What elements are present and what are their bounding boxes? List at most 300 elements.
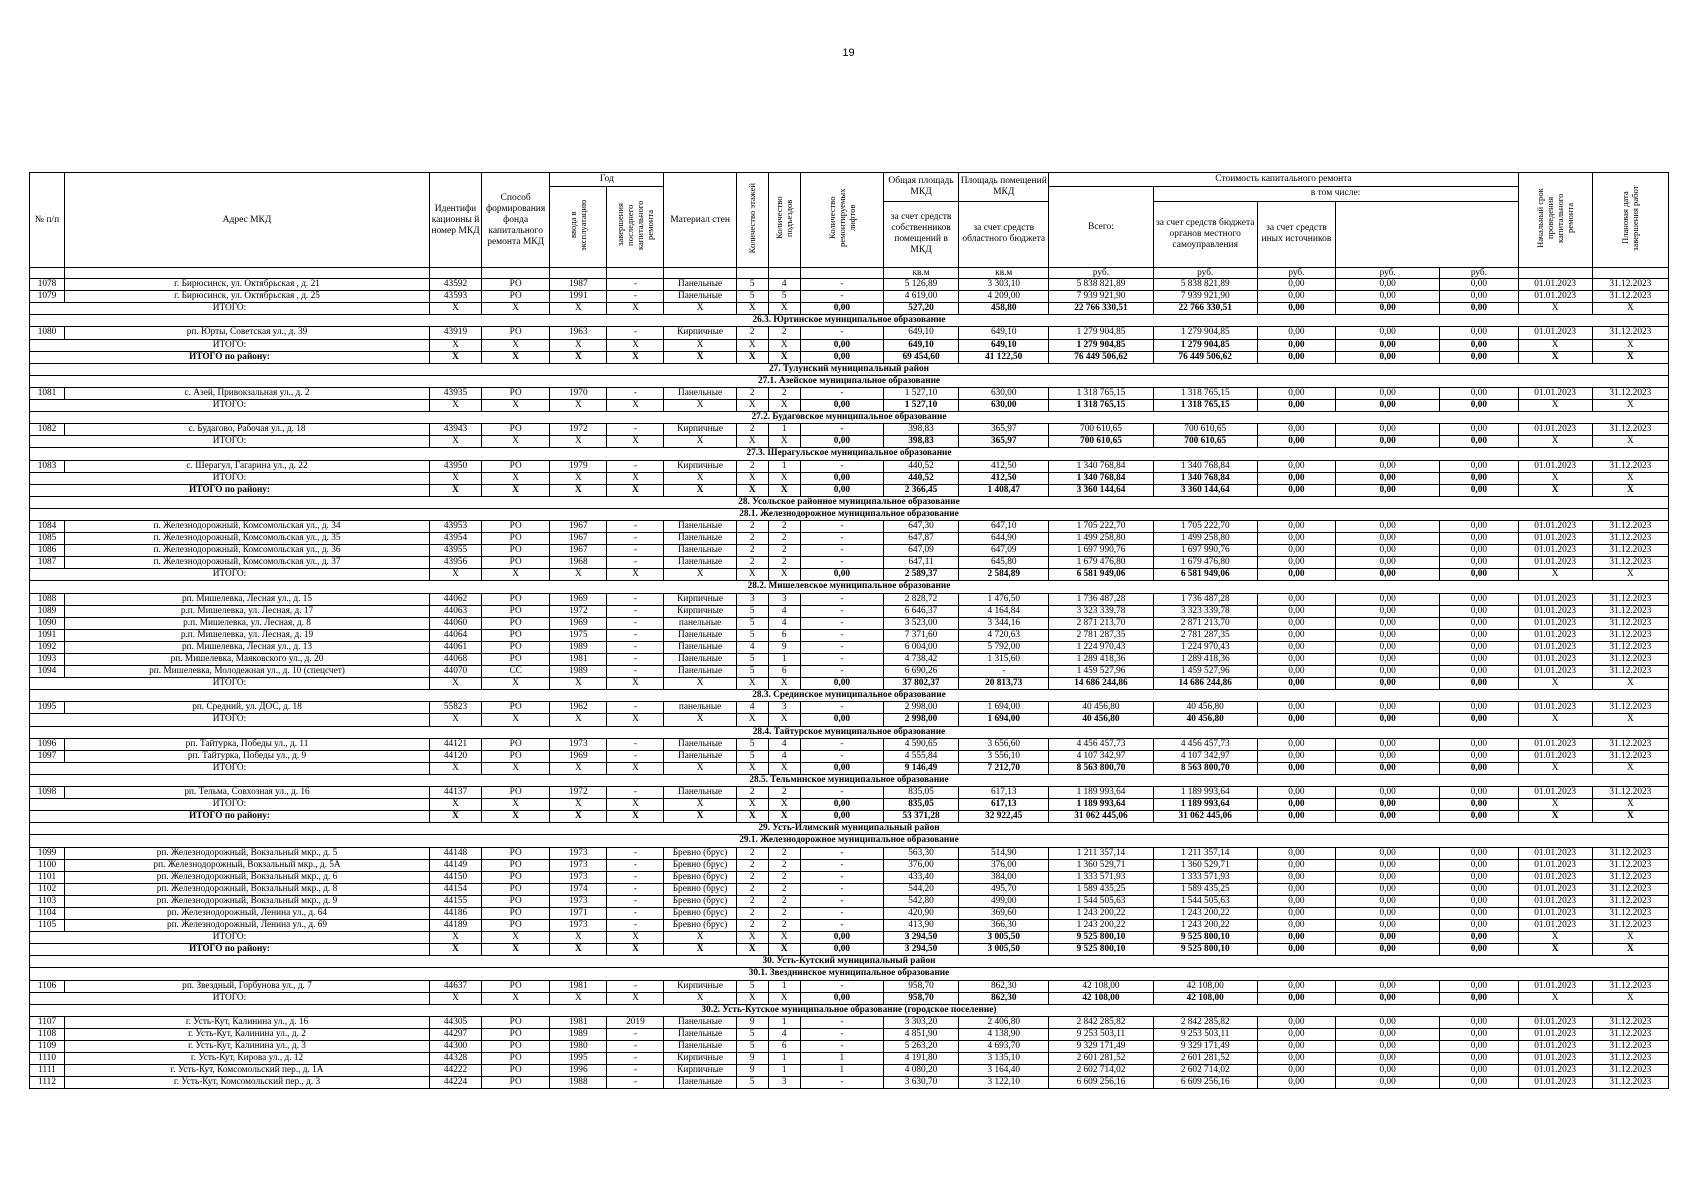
total-local-cost: 0,00 [1336,484,1440,496]
table-row [30,460,1669,472]
subtotal-row [30,303,1669,315]
address: г. Бирюсинск, ул. Октябрьская , д. 25 [65,291,430,303]
section-header-row [30,690,1669,702]
year-commission: 1991 [550,291,607,303]
total-premises-area: 365,97 [959,436,1049,448]
x-placeholder: X [482,569,550,581]
year-last-repair: - [607,920,664,932]
total-other-cost: 0,00 [1440,799,1518,811]
total-regional-cost: 0,00 [1257,303,1335,315]
address: рп. Звездный, Горбунова ул., д. 7 [65,980,430,992]
total-elevators: 0,00 [800,569,883,581]
total-other-cost: 0,00 [1440,339,1518,351]
x-placeholder: X [482,484,550,496]
unit-label: руб. [1336,268,1440,279]
year-last-repair: - [607,641,664,653]
col-method-header: Способ формирования фонда капитального ремонта МКД [482,173,550,268]
end-date: 31.12.2023 [1592,617,1668,629]
year-last-repair: - [607,980,664,992]
address: р.п. Мишелевка, ул. Лесная, д. 8 [65,617,430,629]
building-id: 43955 [429,545,481,557]
fund-method: РО [482,291,550,303]
entrances: 1 [768,424,800,436]
floors: 2 [736,895,768,907]
total-cost: 31 062 445,06 [1049,811,1153,823]
floors: 2 [736,327,768,339]
section-title: 26.3. Юртинское муниципальное образование [30,315,1669,327]
x-placeholder: X [1592,400,1668,412]
x-placeholder: X [550,484,607,496]
local-cost: 0,00 [1336,617,1440,629]
x-placeholder: X [607,400,664,412]
row-number: 1101 [30,871,65,883]
total-regional-cost: 0,00 [1257,762,1335,774]
total-premises-area: 617,13 [959,799,1049,811]
section-header-row [30,508,1669,520]
other-cost: 0,00 [1440,545,1518,557]
end-date: 31.12.2023 [1592,871,1668,883]
building-id: 44297 [429,1028,481,1040]
total-cost: 40 456,80 [1049,702,1153,714]
wall-material: Кирпичные [664,424,736,436]
owners-cost: 2 602 714,02 [1153,1065,1257,1077]
address: рп. Железнодорожный, Вокзальный мкр., д. 5А [65,859,430,871]
total-regional-cost: 0,00 [1257,472,1335,484]
x-placeholder: X [482,714,550,726]
total-area: 835,05 [883,787,958,799]
local-cost: 0,00 [1336,883,1440,895]
total-owners-cost: 31 062 445,06 [1153,811,1257,823]
x-placeholder: X [664,714,736,726]
wall-material: Кирпичные [664,1053,736,1065]
total-local-cost: 0,00 [1336,303,1440,315]
end-date: 31.12.2023 [1592,460,1668,472]
year-commission: 1973 [550,920,607,932]
row-number: 1082 [30,424,65,436]
floors: 5 [736,750,768,762]
x-placeholder: X [550,472,607,484]
end-date: 31.12.2023 [1592,895,1668,907]
x-placeholder: X [607,944,664,956]
total-other-cost: 0,00 [1440,484,1518,496]
year-last-repair: - [607,750,664,762]
total-elevators: 0,00 [800,992,883,1004]
regional-cost: 0,00 [1257,738,1335,750]
total-local-cost: 0,00 [1336,472,1440,484]
unit-spacer [768,268,800,279]
building-id: 44155 [429,895,481,907]
year-last-repair: - [607,1028,664,1040]
total-area: 3 630,70 [883,1077,958,1089]
start-date: 01.01.2023 [1518,533,1592,545]
wall-material: Кирпичные [664,593,736,605]
x-placeholder: X [664,472,736,484]
total-cost: 1 211 357,14 [1049,847,1153,859]
x-placeholder: X [664,932,736,944]
fund-method: РО [482,460,550,472]
district-total-row [30,484,1669,496]
start-date: 01.01.2023 [1518,738,1592,750]
end-date: 31.12.2023 [1592,291,1668,303]
total-other-cost: 0,00 [1440,351,1518,363]
elevators: - [800,666,883,678]
owners-cost: 1 243 200,22 [1153,907,1257,919]
x-placeholder: X [1518,932,1592,944]
premises-area: - [959,666,1049,678]
unit-label: кв.м [959,268,1049,279]
x-placeholder: X [1518,944,1592,956]
unit-spacer [607,268,664,279]
unit-spacer [482,268,550,279]
premises-area: 3 122,10 [959,1077,1049,1089]
total-cost: 2 602 714,02 [1049,1065,1153,1077]
premises-area: 647,09 [959,545,1049,557]
start-date: 01.01.2023 [1518,557,1592,569]
x-placeholder: X [1518,351,1592,363]
building-id: 44070 [429,666,481,678]
other-cost: 0,00 [1440,859,1518,871]
elevators: - [800,533,883,545]
total-area: 649,10 [883,327,958,339]
start-date: 01.01.2023 [1518,460,1592,472]
x-placeholder: X [736,678,768,690]
wall-material: Кирпичные [664,1065,736,1077]
owners-cost: 2 601 281,52 [1153,1053,1257,1065]
row-number: 1096 [30,738,65,750]
year-last-repair: - [607,1041,664,1053]
total-owners-cost: 1 340 768,84 [1153,472,1257,484]
owners-cost: 1 189 993,64 [1153,787,1257,799]
local-cost: 0,00 [1336,629,1440,641]
total-label: ИТОГО: [30,400,430,412]
owners-cost: 5 838 821,89 [1153,279,1257,291]
section-title: 30.1. Звезднинское муниципальное образование [30,968,1669,980]
total-cost: 1 243 200,22 [1049,920,1153,932]
x-placeholder: X [664,484,736,496]
total-area: 3 294,50 [883,944,958,956]
x-placeholder: X [429,944,481,956]
col-premises-area-header: Площадь помещений МКД [959,173,1049,202]
section-title: 28.2. Мишелевское муниципальное образование [30,581,1669,593]
premises-area: 4 164,84 [959,605,1049,617]
x-placeholder: X [736,992,768,1004]
total-cost: 5 838 821,89 [1049,279,1153,291]
total-local-cost: 0,00 [1336,992,1440,1004]
section-header-row [30,726,1669,738]
address: рп. Железнодорожный, Ленина ул., д. 64 [65,907,430,919]
owners-cost: 1 589 435,25 [1153,883,1257,895]
x-placeholder: X [736,762,768,774]
floors: 2 [736,920,768,932]
x-placeholder: X [482,678,550,690]
premises-area: 365,97 [959,424,1049,436]
address: рп. Железнодорожный, Вокзальный мкр., д. 5 [65,847,430,859]
total-area: 4 851,90 [883,1028,958,1040]
entrances: 1 [768,1053,800,1065]
total-cost: 9 525 800,10 [1049,944,1153,956]
premises-area: 617,13 [959,787,1049,799]
x-placeholder: X [1592,944,1668,956]
entrances: 2 [768,847,800,859]
total-area: 3 303,20 [883,1016,958,1028]
fund-method: РО [482,1077,550,1089]
x-placeholder: X [1518,799,1592,811]
building-id: 44224 [429,1077,481,1089]
year-commission: 1973 [550,847,607,859]
floors: 2 [736,871,768,883]
x-placeholder: X [1592,799,1668,811]
elevators: - [800,291,883,303]
elevators: - [800,593,883,605]
total-elevators: 0,00 [800,762,883,774]
section-title: 30. Усть-Кутский муниципальный район [30,956,1669,968]
total-other-cost: 0,00 [1440,472,1518,484]
x-placeholder: X [736,714,768,726]
wall-material: панельные [664,617,736,629]
year-last-repair: - [607,702,664,714]
section-title: 27.1. Азейское муниципальное образование [30,375,1669,387]
year-commission: 1975 [550,629,607,641]
elevators: - [800,920,883,932]
fund-method: РО [482,557,550,569]
year-commission: 1980 [550,1041,607,1053]
total-label: ИТОГО: [30,472,430,484]
premises-area: 366,30 [959,920,1049,932]
total-cost: 1 318 765,15 [1049,400,1153,412]
total-local-cost: 0,00 [1336,714,1440,726]
regional-cost: 0,00 [1257,641,1335,653]
wall-material: Панельные [664,738,736,750]
row-number: 1087 [30,557,65,569]
x-placeholder: X [1518,400,1592,412]
elevators: - [800,871,883,883]
wall-material: Панельные [664,279,736,291]
x-placeholder: X [550,932,607,944]
row-number: 1100 [30,859,65,871]
local-cost: 0,00 [1336,895,1440,907]
other-cost: 0,00 [1440,327,1518,339]
other-cost: 0,00 [1440,279,1518,291]
wall-material: Бревно (брус) [664,907,736,919]
total-regional-cost: 0,00 [1257,799,1335,811]
wall-material: Кирпичные [664,460,736,472]
section-title: 27.2. Будаговское муниципальное образование [30,412,1669,424]
row-number: 1102 [30,883,65,895]
address: г. Усть-Кут, Калинина ул., д. 2 [65,1028,430,1040]
subtotal-row [30,436,1669,448]
year-last-repair: - [607,787,664,799]
row-number: 1098 [30,787,65,799]
floors: 5 [736,291,768,303]
x-placeholder: X [664,303,736,315]
start-date: 01.01.2023 [1518,1065,1592,1077]
table-row [30,1065,1669,1077]
section-header-row [30,496,1669,508]
owners-cost: 1 544 505,63 [1153,895,1257,907]
year-commission: 1962 [550,702,607,714]
section-header-row [30,774,1669,786]
elevators: - [800,1077,883,1089]
start-date: 01.01.2023 [1518,666,1592,678]
total-regional-cost: 0,00 [1257,400,1335,412]
total-premises-area: 3 005,50 [959,932,1049,944]
elevators: - [800,1016,883,1028]
total-owners-cost: 42 108,00 [1153,992,1257,1004]
premises-area: 647,10 [959,520,1049,532]
total-premises-area: 41 122,50 [959,351,1049,363]
x-placeholder: X [768,472,800,484]
other-cost: 0,00 [1440,750,1518,762]
building-id: 44154 [429,883,481,895]
total-elevators: 0,00 [800,944,883,956]
floors: 5 [736,617,768,629]
start-date: 01.01.2023 [1518,859,1592,871]
x-placeholder: X [664,811,736,823]
x-placeholder: X [482,472,550,484]
row-number: 1081 [30,387,65,399]
other-cost: 0,00 [1440,1028,1518,1040]
table-row [30,702,1669,714]
table-row [30,1053,1669,1065]
other-cost: 0,00 [1440,1016,1518,1028]
table-row [30,1028,1669,1040]
section-header-row [30,968,1669,980]
fund-method: РО [482,847,550,859]
x-placeholder: X [664,762,736,774]
wall-material: панельные [664,702,736,714]
other-cost: 0,00 [1440,1065,1518,1077]
year-last-repair: - [607,605,664,617]
floors: 5 [736,1077,768,1089]
start-date: 01.01.2023 [1518,871,1592,883]
total-cost: 6 581 949,06 [1049,569,1153,581]
subtotal-row [30,569,1669,581]
table-row [30,1016,1669,1028]
wall-material: Панельные [664,1028,736,1040]
elevators: - [800,787,883,799]
col-year-last-repair-header: завершения последнего капитального ремонта [607,187,664,268]
year-commission: 1973 [550,738,607,750]
section-header-row [30,581,1669,593]
premises-area: 3 344,16 [959,617,1049,629]
local-cost: 0,00 [1336,387,1440,399]
wall-material: Панельные [664,1016,736,1028]
regional-cost: 0,00 [1257,702,1335,714]
elevators: - [800,750,883,762]
start-date: 01.01.2023 [1518,920,1592,932]
row-number: 1104 [30,907,65,919]
building-id: 43953 [429,520,481,532]
wall-material: Бревно (брус) [664,871,736,883]
building-id: 44063 [429,605,481,617]
row-number: 1089 [30,605,65,617]
regional-cost: 0,00 [1257,557,1335,569]
x-placeholder: X [736,351,768,363]
x-placeholder: X [1592,436,1668,448]
year-last-repair: - [607,907,664,919]
local-cost: 0,00 [1336,859,1440,871]
wall-material: Бревно (брус) [664,847,736,859]
total-area: 6 004,00 [883,641,958,653]
end-date: 31.12.2023 [1592,907,1668,919]
table-row [30,895,1669,907]
x-placeholder: X [550,944,607,956]
end-date: 31.12.2023 [1592,1077,1668,1089]
owners-cost: 1 499 258,80 [1153,533,1257,545]
wall-material: Панельные [664,291,736,303]
table-row [30,907,1669,919]
total-cost: 1 243 200,22 [1049,907,1153,919]
row-number: 1080 [30,327,65,339]
total-cost: 40 456,80 [1049,714,1153,726]
other-cost: 0,00 [1440,654,1518,666]
building-id: 43950 [429,460,481,472]
x-placeholder: X [768,400,800,412]
x-placeholder: X [664,799,736,811]
total-area: 647,11 [883,557,958,569]
x-placeholder: X [429,400,481,412]
total-regional-cost: 0,00 [1257,992,1335,1004]
wall-material: Бревно (брус) [664,920,736,932]
address: п. Железнодорожный, Комсомольская ул., д. 37 [65,557,430,569]
total-elevators: 0,00 [800,303,883,315]
year-last-repair: - [607,291,664,303]
total-owners-cost: 1 189 993,64 [1153,799,1257,811]
owners-cost: 1 333 571,93 [1153,871,1257,883]
floors: 2 [736,424,768,436]
total-elevators: 0,00 [800,714,883,726]
x-placeholder: X [736,436,768,448]
address: г. Усть-Кут, Калинина ул., д. 16 [65,1016,430,1028]
x-placeholder: X [1592,484,1668,496]
total-cost: 42 108,00 [1049,980,1153,992]
x-placeholder: X [736,472,768,484]
section-header-row [30,412,1669,424]
x-placeholder: X [550,400,607,412]
owners-cost: 40 456,80 [1153,702,1257,714]
start-date: 01.01.2023 [1518,641,1592,653]
total-area: 835,05 [883,799,958,811]
total-cost: 14 686 244,86 [1049,678,1153,690]
floors: 2 [736,387,768,399]
unit-spacer [65,268,430,279]
entrances: 2 [768,920,800,932]
total-cost: 3 323 339,78 [1049,605,1153,617]
total-area: 376,00 [883,859,958,871]
premises-area: 3 656,60 [959,738,1049,750]
entrances: 1 [768,1065,800,1077]
entrances: 4 [768,1028,800,1040]
end-date: 31.12.2023 [1592,738,1668,750]
total-regional-cost: 0,00 [1257,811,1335,823]
premises-area: 3 135,10 [959,1053,1049,1065]
x-placeholder: X [736,811,768,823]
row-number: 1093 [30,654,65,666]
address: р.п. Мишелевка, ул. Лесная, д. 17 [65,605,430,617]
entrances: 6 [768,629,800,641]
regional-cost: 0,00 [1257,847,1335,859]
x-placeholder: X [1518,678,1592,690]
total-premises-area: 20 813,73 [959,678,1049,690]
other-cost: 0,00 [1440,424,1518,436]
building-id: 43919 [429,327,481,339]
row-number: 1094 [30,666,65,678]
total-area: 3 294,50 [883,932,958,944]
x-placeholder: X [664,339,736,351]
total-regional-cost: 0,00 [1257,944,1335,956]
entrances: 4 [768,738,800,750]
table-row [30,629,1669,641]
